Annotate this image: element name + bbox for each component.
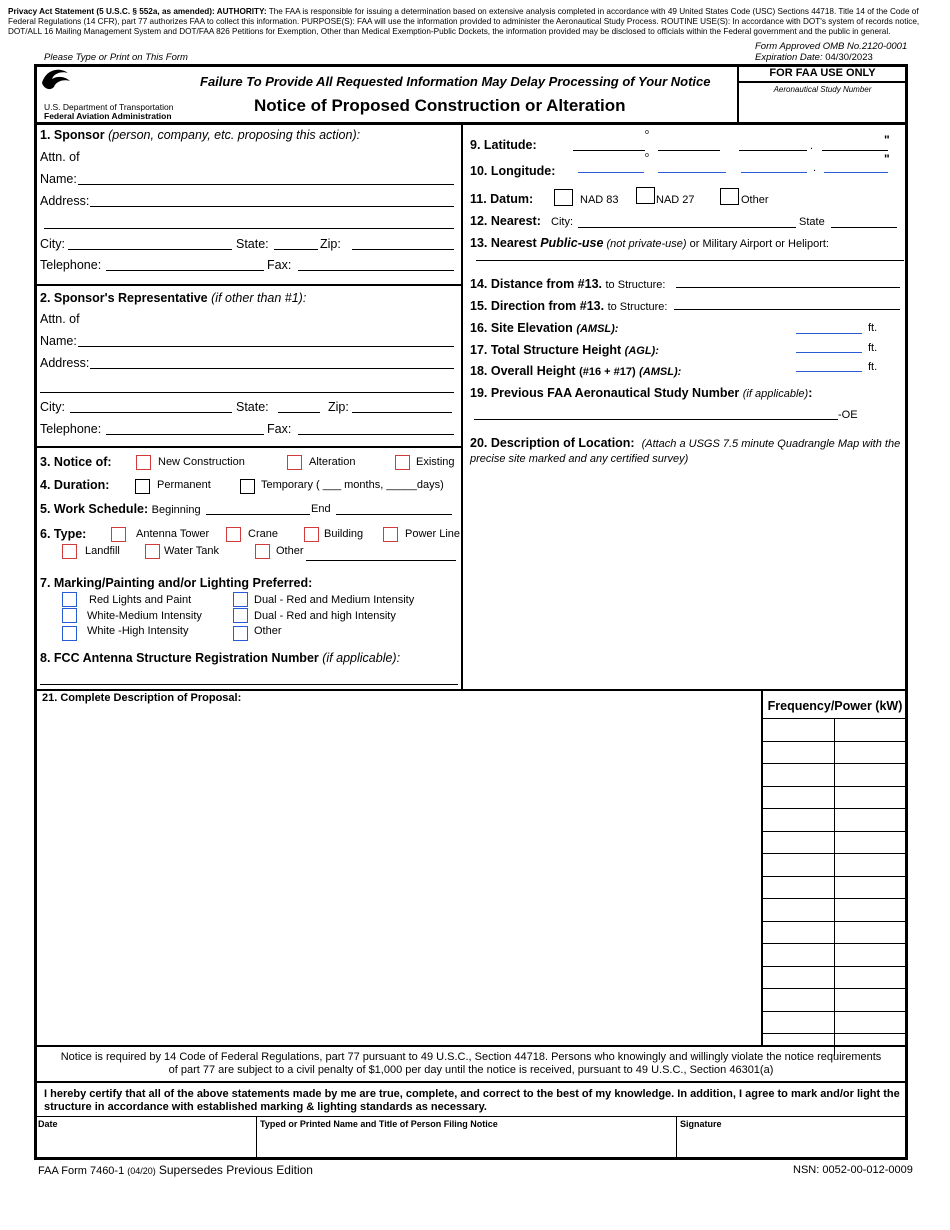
section-1-title: 1. Sponsor (person, company, etc. proposing this action): (40, 128, 361, 142)
s2-address-label: Address: (40, 356, 90, 370)
existing-label: Existing (416, 456, 455, 468)
nad83-label: NAD 83 (580, 194, 619, 206)
crane-checkbox[interactable] (226, 527, 241, 542)
structure-height-field[interactable] (796, 352, 862, 353)
lon-decimal-dot: . (813, 162, 817, 174)
s2-fax-field[interactable] (298, 434, 454, 435)
table-row[interactable] (762, 832, 908, 855)
type-note: Please Type or Print on This Form (44, 52, 188, 63)
white-medium-checkbox[interactable] (62, 608, 77, 623)
nad83-checkbox[interactable] (554, 189, 573, 206)
s2-attn-label: Attn. of (40, 312, 80, 326)
distance-label: 14. Distance from #13. to Structure: (470, 277, 666, 291)
s2-name-field[interactable] (78, 346, 454, 347)
antenna-tower-label: Antenna Tower (136, 528, 210, 540)
direction-label: 15. Direction from #13. to Structure: (470, 299, 668, 313)
dual-red-high-label: Dual - Red and high Intensity (254, 610, 396, 622)
date-field[interactable] (38, 1131, 254, 1157)
nad27-checkbox[interactable] (636, 187, 655, 204)
table-row[interactable] (762, 718, 908, 742)
s1-name-field[interactable] (78, 184, 454, 185)
nsn-number: NSN: 0052-00-012-0009 (793, 1164, 913, 1176)
table-row[interactable] (762, 944, 908, 967)
table-row[interactable] (762, 787, 908, 810)
nearest-label: 12. Nearest: (470, 214, 541, 228)
overall-height-unit: ft. (868, 361, 878, 373)
frequency-power-table (762, 718, 908, 1056)
section-2-title: 2. Sponsor's Representative (if other than #1): (40, 291, 307, 305)
s1-telephone-label: Telephone: (40, 258, 102, 272)
distance-field[interactable] (676, 287, 900, 288)
building-checkbox[interactable] (304, 527, 319, 542)
datum-other-label: Other (741, 194, 769, 206)
direction-field[interactable] (674, 309, 900, 310)
lat-seconds-field[interactable] (739, 150, 807, 151)
s1-zip-label: Zip: (320, 237, 341, 251)
lighting-other-label: Other (254, 625, 282, 637)
nearest-state-field[interactable] (831, 227, 897, 228)
power-line-label: Power Line (405, 528, 461, 540)
s1-telephone-field[interactable] (106, 270, 264, 271)
lat-minutes-field[interactable] (658, 150, 720, 151)
dot-logo-icon (40, 67, 74, 98)
privacy-statement: Privacy Act Statement (5 U.S.C. § 552a, as amended): AUTHORITY: The FAA is responsible for issuing a determination based on extensive analysis completed in accordance with 49 United States Code (USC) Sections 44718. Title 14 of the Code of Federal Regulations (14 CFR), part 77 authorizes FAA to collect this information. PURPOSE(S): FAA will use the information provided to administer the Aeronautical Study Process. ROUTINE USE(S): In accordance with DOT's system of records notice, DOT/ALL 16 Mailing Management System and DOT/FAA 826 Petitions for Exemption, Other than Medical Exemption-Public Dockets, the information provided may be disclosed to officials within the Federal government and the public in general. (8, 7, 920, 36)
s1-state-label: State: (236, 237, 269, 251)
white-high-label: White -High Intensity (87, 625, 189, 637)
s2-city-label: City: (40, 400, 65, 414)
lat-seconds-decimal-field[interactable] (822, 150, 888, 151)
proposal-description-label: 21. Complete Description of Proposal: (42, 692, 242, 704)
lat-seconds-mark: " (884, 133, 890, 147)
s2-state-field[interactable] (278, 412, 320, 413)
structure-height-label: 17. Total Structure Height (AGL): (470, 343, 659, 357)
table-row[interactable] (762, 967, 908, 990)
antenna-tower-checkbox[interactable] (111, 527, 126, 542)
lat-degrees-field[interactable] (573, 150, 645, 151)
nearest-airport-label: 13. Nearest Public-use (not private-use) or Military Airport or Heliport: (470, 236, 829, 250)
structure-height-unit: ft. (868, 342, 878, 354)
lat-decimal-dot: . (810, 140, 814, 152)
datum-label: 11. Datum: (470, 192, 534, 206)
s2-name-label: Name: (40, 334, 77, 348)
site-elevation-unit: ft. (868, 322, 878, 334)
s1-name-label: Name: (40, 172, 77, 186)
section-4-title: 4. Duration: (40, 478, 110, 492)
location-description-label: 20. Description of Location: (Attach a USGS 7.5 minute Quadrangle Map with the precise site marked and any certified survey) (470, 436, 901, 465)
nearest-city-field[interactable] (578, 227, 796, 228)
s1-fax-label: Fax: (267, 258, 292, 272)
red-lights-paint-label: Red Lights and Paint (89, 594, 192, 606)
s1-address-field[interactable] (90, 206, 454, 207)
new-construction-label: New Construction (158, 456, 245, 468)
existing-checkbox[interactable] (395, 455, 410, 470)
water-tank-label: Water Tank (164, 545, 220, 557)
section-5-title: 5. Work Schedule: Beginning (40, 502, 201, 516)
work-begin-field[interactable] (206, 514, 310, 515)
nearest-state-label: State (799, 216, 825, 228)
fcc-registration-field[interactable] (40, 684, 458, 685)
signature-label: Signature (680, 1119, 722, 1129)
section-8-title: 8. FCC Antenna Structure Registration Number (if applicable): (40, 651, 401, 665)
s2-fax-label: Fax: (267, 422, 292, 436)
overall-height-field[interactable] (796, 371, 862, 372)
datum-other-checkbox[interactable] (720, 188, 739, 205)
study-number-label: Aeronautical Study Number (773, 85, 872, 94)
landfill-checkbox[interactable] (62, 544, 77, 559)
temporary-checkbox[interactable] (240, 479, 255, 494)
building-label: Building (324, 528, 364, 540)
nad27-label: NAD 27 (656, 194, 695, 206)
s2-city-field[interactable] (70, 412, 232, 413)
s1-fax-field[interactable] (298, 270, 454, 271)
nearest-airport-field[interactable] (476, 260, 904, 261)
s2-zip-field[interactable] (352, 412, 452, 413)
site-elevation-field[interactable] (796, 333, 862, 334)
type-other-label: Other (276, 545, 304, 557)
frequency-power-header: Frequency/Power (kW) (767, 699, 903, 713)
work-end-label: End (311, 503, 331, 515)
lon-seconds-mark: " (884, 152, 890, 166)
red-lights-paint-checkbox[interactable] (62, 592, 77, 607)
longitude-label: 10. Longitude: (470, 164, 556, 178)
legal-notice: Notice is required by 14 Code of Federal Regulations, part 77 pursuant to 49 U.S.C., Section 44718. Persons who knowingly and willingly violate the notice requirements of part 77 are subject to a civil penalty of $1,000 per day until the notice is received, pursuant to 49 U.S.C., Section 46301(a) (60, 1051, 882, 1076)
temporary-label: Temporary ( ___ months, _____days) (261, 479, 444, 491)
table-row[interactable] (762, 922, 908, 945)
lon-degree-mark: o (645, 152, 649, 159)
lon-minutes-field[interactable] (658, 172, 726, 173)
type-other-checkbox[interactable] (255, 544, 270, 559)
s2-telephone-label: Telephone: (40, 422, 102, 436)
site-elevation-label: 16. Site Elevation (AMSL): (470, 321, 619, 335)
faa-use-only: FOR FAA USE ONLY (769, 67, 876, 79)
s1-state-field[interactable] (274, 249, 318, 250)
s1-zip-field[interactable] (352, 249, 454, 250)
signature-field[interactable] (680, 1131, 904, 1157)
table-row[interactable] (762, 899, 908, 922)
oe-suffix: -OE (838, 409, 858, 421)
page-title: Notice of Proposed Construction or Alteration (254, 96, 626, 115)
previous-study-label: 19. Previous FAA Aeronautical Study Number (if applicable): (470, 386, 813, 400)
dual-red-medium-label: Dual - Red and Medium Intensity (254, 594, 415, 606)
previous-study-field[interactable] (474, 419, 838, 420)
typed-name-label: Typed or Printed Name and Title of Person Filing Notice (260, 1119, 498, 1129)
latitude-label: 9. Latitude: (470, 138, 537, 152)
lon-seconds-field[interactable] (741, 172, 807, 173)
table-row[interactable] (762, 1012, 908, 1035)
s1-city-field[interactable] (68, 249, 232, 250)
date-label: Date (38, 1119, 58, 1129)
new-construction-checkbox[interactable] (136, 455, 151, 470)
table-row[interactable] (762, 742, 908, 765)
warning-text: Failure To Provide All Requested Information May Delay Processing of Your Notice (200, 74, 711, 89)
faa-agency: Federal Aviation Administration (44, 111, 172, 121)
work-end-field[interactable] (336, 514, 452, 515)
s2-address-field[interactable] (90, 368, 454, 369)
lon-seconds-decimal-field[interactable] (824, 172, 888, 173)
s2-state-label: State: (236, 400, 269, 414)
form-number: FAA Form 7460-1 (04/20) Supersedes Previous Edition (38, 1163, 313, 1177)
overall-height-label: 18. Overall Height (#16 + #17) (AMSL): (470, 364, 682, 378)
s2-zip-label: Zip: (328, 400, 349, 414)
permanent-checkbox[interactable] (135, 479, 150, 494)
table-row[interactable] (762, 809, 908, 832)
alteration-checkbox[interactable] (287, 455, 302, 470)
crane-label: Crane (248, 528, 278, 540)
white-high-checkbox[interactable] (62, 626, 77, 641)
dual-red-high-checkbox[interactable] (233, 608, 248, 623)
section-7-title: 7. Marking/Painting and/or Lighting Preferred: (40, 576, 313, 590)
s2-address-field-2[interactable] (40, 392, 454, 393)
typed-name-field[interactable] (260, 1131, 674, 1157)
dual-red-medium-checkbox[interactable] (233, 592, 248, 607)
lat-degree-mark: o (645, 129, 649, 136)
table-row[interactable] (762, 989, 908, 1012)
permanent-label: Permanent (157, 479, 211, 491)
water-tank-checkbox[interactable] (145, 544, 160, 559)
s2-telephone-field[interactable] (106, 434, 264, 435)
section-6-title: 6. Type: (40, 527, 87, 541)
white-medium-label: White-Medium Intensity (87, 610, 202, 622)
table-row[interactable] (762, 764, 908, 787)
expiration-date: Expiration Date: 04/30/2023 (755, 52, 873, 63)
table-row[interactable] (762, 877, 908, 900)
s1-address-label: Address: (40, 194, 90, 208)
table-row[interactable] (762, 854, 908, 877)
s1-attn-label: Attn. of (40, 150, 80, 164)
lon-degrees-field[interactable] (578, 172, 644, 173)
certification-statement: I hereby certify that all of the above statements made by me are true, complete, and correct to the best of my knowledge. In addition, I agree to mark and/or light the structure in accordance with established marking & lighting standards as necessary. (44, 1088, 900, 1113)
alteration-label: Alteration (309, 456, 356, 468)
s1-city-label: City: (40, 237, 65, 251)
landfill-label: Landfill (85, 545, 120, 557)
dot-department: U.S. Department of Transportation (44, 102, 174, 112)
type-other-field[interactable] (306, 560, 456, 561)
lighting-other-checkbox[interactable] (233, 626, 248, 641)
s1-address-field-2[interactable] (44, 228, 454, 229)
omb-number: Form Approved OMB No.2120-0001 (755, 41, 908, 52)
nearest-city-label: City: (551, 216, 573, 228)
power-line-checkbox[interactable] (383, 527, 398, 542)
section-3-title: 3. Notice of: (40, 455, 112, 469)
